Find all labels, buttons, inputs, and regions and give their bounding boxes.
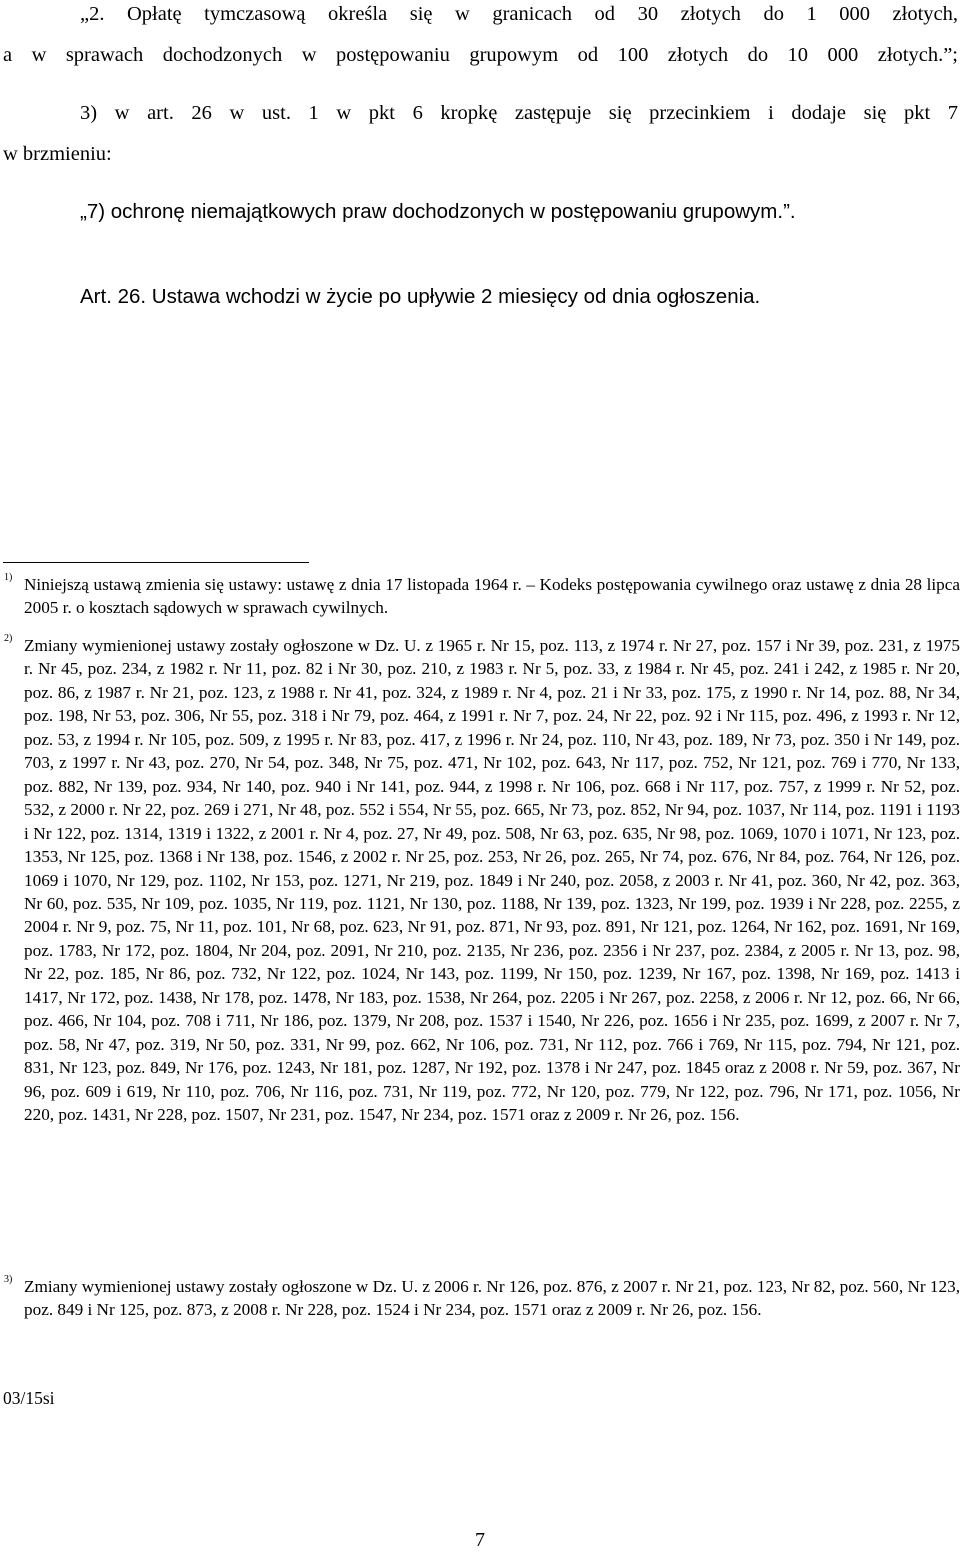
footnote-separator: [3, 562, 309, 563]
paragraph-line: „2. Opłatę tymczasową określa się w granicach od 30 złotych do 1 000 złotych,: [80, 3, 958, 25]
paragraph-line: „7) ochronę niemajątkowych praw dochodzonych w postępowaniu grupowym.”.: [80, 200, 796, 223]
footnote-1: [4, 573, 960, 621]
footnote-text: Niniejszą ustawą zmienia się ustawy: ustawę z dnia 17 listopada 1964 r. – Kodeks postępowania cywilnego oraz ustawę z dnia 28 lipca 2005 r. o kosztach sądowych w sprawach cywilnych.: [24, 575, 960, 617]
footnote-marker: 2): [4, 633, 13, 644]
footnote-marker: 1): [4, 572, 13, 583]
footnote-2: [4, 634, 960, 1264]
document-code: 03/15si: [3, 1388, 55, 1408]
paragraph-line: a w sprawach dochodzonych w postępowaniu grupowym od 100 złotych do 10 000 złotych.”;: [3, 44, 958, 66]
footnote-marker: 3): [4, 1274, 13, 1285]
footnote-text: Zmiany wymienionej ustawy zostały ogłoszone w Dz. U. z 1965 r. Nr 15, poz. 113, z 1974 r. Nr 27, poz. 157 i Nr 39, poz. 231, z 1975 r. Nr 45, poz. 234, z 1982 r. Nr 11, poz. 82 i Nr 30, poz. 210, z 1983 r. Nr 5, poz. 33, z 1984 r. Nr 45, poz. 241 i 242, z 1985 r. Nr 20, poz. 86, z 1987 r. Nr 21, poz. 123, z 1988 r. Nr 41, poz. 324, z 1989 r. Nr 4, poz. 21 i Nr 33, poz. 175, z 1990 r. Nr 14, poz. 88, Nr 34, poz. 198, Nr 53, poz. 306, Nr 55, poz. 318 i Nr 79, poz. 464, z 1991 r. Nr 7, poz. 24, Nr 22, poz. 92 i Nr 115, poz. 496, z 1993 r. Nr 12, poz. 53, z 1994 r. Nr 105, poz. 509, z 1995 r. Nr 83, poz. 417, z 1996 r. Nr 24, poz. 110, Nr 43, poz. 189, Nr 73, poz. 350 i Nr 149, poz. 703, z 1997 r. Nr 43, poz. 270, Nr 54, poz. 348, Nr 75, poz. 471, Nr 102, poz. 643, Nr 117, poz. 752, Nr 121, poz. 769 i 770, Nr 133, poz. 882, Nr 139, poz. 934, Nr 140, poz. 940 i Nr 141, poz. 944, z 1998 r. Nr 106, poz. 668 i Nr 117, poz. 757, z 1999 r. Nr 52, poz. 532, z 2000 r. Nr 22, poz. 269 i 271, Nr 48, poz. 552 i 554, Nr 55, poz. 665, Nr 73, poz. 852, Nr 94, poz. 1037, Nr 114, poz. 1191 i 1193 i Nr 122, poz. 1314, 1319 i 1322, z 2001 r. Nr 4, poz. 27, Nr 49, poz. 508, Nr 63, poz. 635, Nr 98, poz. 1069, 1070 i 1071, Nr 123, poz. 1353, Nr 125, poz. 1368 i Nr 138, poz. 1546, z 2002 r. Nr 25, poz. 253, Nr 26, poz. 265, Nr 74, poz. 676, Nr 84, poz. 764, Nr 126, poz. 1069 i 1070, Nr 129, poz. 1102, Nr 153, poz. 1271, Nr 219, poz. 1849 i Nr 240, poz. 2058, z 2003 r. Nr 41, poz. 360, Nr 42, poz. 363, Nr 60, poz. 535, Nr 109, poz. 1035, Nr 119, poz. 1121, Nr 130, poz. 1188, Nr 139, poz. 1323, Nr 199, poz. 1939 i Nr 228, poz. 2255, z 2004 r. Nr 9, poz. 75, Nr 11, poz. 101, Nr 68, poz. 623, Nr 91, poz. 871, Nr 93, poz. 891, Nr 121, poz. 1264, Nr 162, poz. 1691, Nr 169, poz. 1783, Nr 172, poz. 1804, Nr 204, poz. 2091, Nr 210, poz. 2135, Nr 236, poz. 2356 i Nr 237, poz. 2384, z 2005 r. Nr 13, poz. 98, Nr 22, poz. 185, Nr 86, poz. 732, Nr 122, poz. 1024, Nr 143, poz. 1199, Nr 150, poz. 1239, Nr 167, poz. 1398, Nr 169, poz. 1413 i 1417, Nr 172, poz. 1438, Nr 178, poz. 1478, Nr 183, poz. 1538, Nr 264, poz. 2205 i Nr 267, poz. 2258, z 2006 r. Nr 12, poz. 66, Nr 66, poz. 466, Nr 104, poz. 708 i 711, Nr 186, poz. 1379, Nr 208, poz. 1537 i 1540, Nr 226, poz. 1656 i Nr 235, poz. 1699, z 2007 r. Nr 7, poz. 58, Nr 47, poz. 319, Nr 50, poz. 331, Nr 99, poz. 662, Nr 106, poz. 731, Nr 112, poz. 766 i 769, Nr 115, poz. 794, Nr 121, poz. 831, Nr 123, poz. 849, Nr 176, poz. 1243, Nr 181, poz. 1287, Nr 192, poz. 1378 i Nr 247, poz. 1845 oraz z 2008 r. Nr 59, poz. 367, Nr 96, poz. 609 i 619, Nr 110, poz. 706, Nr 116, poz. 731, Nr 119, poz. 772, Nr 120, poz. 779, Nr 122, poz. 796, Nr 171, poz. 1056, Nr 220, poz. 1431, Nr 228, poz. 1507, Nr 231, poz. 1547, Nr 234, poz. 1571 oraz z 2009 r. Nr 26, poz. 156.: [24, 636, 960, 1125]
article-line: Art. 26. Ustawa wchodzi w życie po upływie 2 miesięcy od dnia ogłoszenia.: [80, 285, 761, 308]
paragraph-line: w brzmieniu:: [3, 143, 112, 165]
paragraph-line: 3) w art. 26 w ust. 1 w pkt 6 kropkę zastępuje się przecinkiem i dodaje się pkt 7: [80, 102, 958, 124]
footnote-text: Zmiany wymienionej ustawy zostały ogłoszone w Dz. U. z 2006 r. Nr 126, poz. 876, z 2007 r. Nr 21, poz. 123, Nr 82, poz. 560, Nr 123, poz. 849 i Nr 125, poz. 873, z 2008 r. Nr 228, poz. 1524 i Nr 234, poz. 1571 oraz z 2009 r. Nr 26, poz. 156.: [24, 1277, 960, 1320]
page-number: 7: [475, 1529, 485, 1551]
footnote-3: [4, 1275, 960, 1349]
